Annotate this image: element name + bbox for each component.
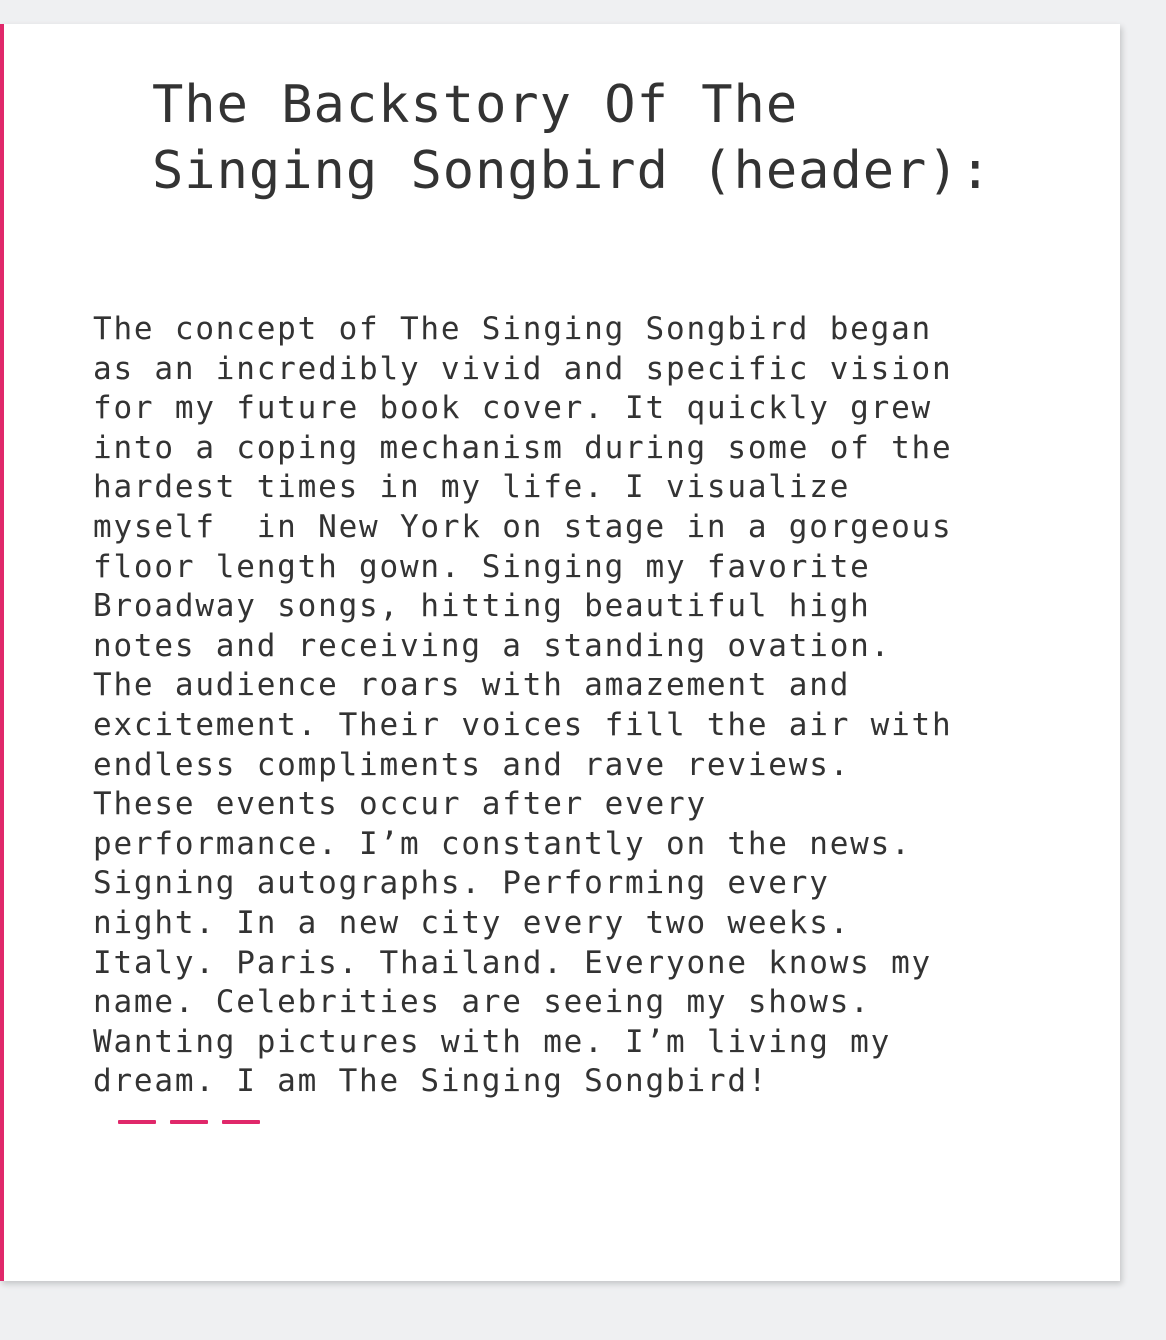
body-paragraph: The concept of The Singing Songbird began as an incredibly vivid and specific vision for my future book cover. It quickly grew into a coping mechanism during some of the hardest times in my life. I visualize myself in New York on stage in a gorgeous floor length gown. Singing my favorite Broadway songs, hitting beautiful high notes and receiving a standing ovation. The audience roars with amazement and excitement. Their voices fill the air with endless compliments and rave reviews. These events occur after every performance. I’m constantly on the news. Signing autographs. Performing every night. In a new city every two weeks. Italy. Paris. Thailand. Everyone knows my name. Celebrities are seeing my shows. Wanting pictures with me. I’m living my dream. I am The Singing Songbird! (93, 311, 953, 1100)
page-title: The Backstory Of The Singing Songbird (header): (152, 75, 992, 201)
divider-dash (118, 1120, 156, 1124)
document-page (0, 24, 1120, 1281)
divider-dash (170, 1120, 208, 1124)
divider-dash (222, 1120, 260, 1124)
dash-divider (118, 1120, 260, 1124)
